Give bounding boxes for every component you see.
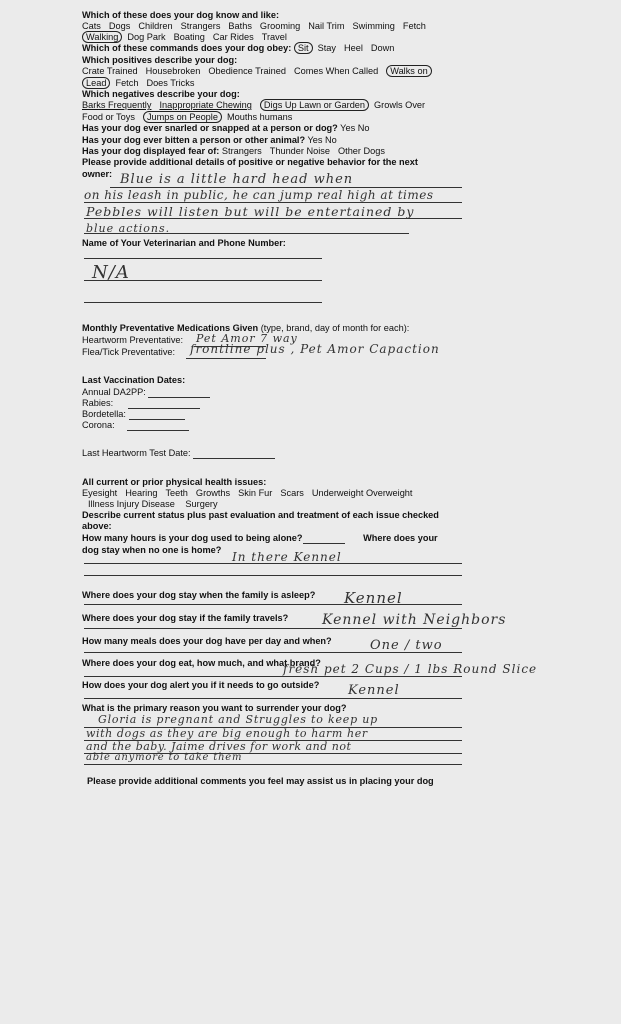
option-boating: Boating (173, 32, 205, 42)
option-walks-on-circled: Walks on (386, 65, 431, 77)
heartworm-answer: Pet Amor 7 way (196, 332, 298, 345)
bitten-row (82, 135, 337, 146)
vaccine-corona (82, 420, 189, 431)
vaccine-da2pp-blank[interactable] (148, 388, 210, 398)
travels-line (84, 628, 462, 629)
vaccine-bordetella-blank[interactable] (129, 410, 185, 420)
heartworm-test-label: Last Heartworm Test Date: (82, 448, 191, 458)
heartworm-row (82, 335, 183, 346)
health-teeth: Teeth (165, 488, 188, 498)
eat-answer: fresh pet 2 Cups / 1 lbs Round Slice (283, 662, 538, 676)
health-describe-line1: Describe current status plus past evaluation and treatment of each issue checked (82, 510, 439, 520)
option-other-dogs: Other Dogs (338, 146, 385, 156)
positives-row2 (82, 78, 202, 89)
negatives-question: Which negatives describe your dog: (82, 89, 240, 99)
bitten-answer: Yes No (307, 135, 337, 145)
vaccine-corona-blank[interactable] (127, 421, 189, 431)
alone-hours-blank[interactable] (303, 534, 345, 544)
commands-question: Which of these commands does your dog obey: (82, 43, 292, 53)
option-cats: Cats (82, 21, 101, 31)
vaccine-bordetella (82, 409, 185, 420)
surrender-handwriting-4: able anymore to take them (86, 752, 243, 763)
option-housebroken: Housebroken (145, 66, 201, 76)
meals-question: How many meals does your dog have per day and when? (82, 636, 332, 646)
option-jumps-on-people-circled: Jumps on People (143, 111, 222, 123)
surrender-handwriting-1: Gloria is pregnant and Struggles to keep up (98, 713, 378, 726)
surrender-handwriting-2: with dogs as they are big enough to harm her (86, 727, 368, 740)
option-crate-trained: Crate Trained (82, 66, 138, 76)
vaccine-bordetella-label: Bordetella: (82, 409, 126, 419)
eat-question: Where does your dog eat, how much, and what brand? (82, 658, 321, 668)
option-thunder-noise: Thunder Noise (269, 146, 330, 156)
health-injury: Injury (116, 499, 140, 509)
option-children: Children (138, 21, 173, 31)
asleep-line (84, 604, 462, 605)
option-walking-circled: Walking (82, 31, 122, 43)
health-row1 (82, 488, 420, 499)
likes-options-row1 (82, 21, 434, 32)
vet-line-1 (84, 258, 322, 259)
surrender-question: What is the primary reason you want to surrender your dog? (82, 703, 347, 713)
details-question-line2: owner: (82, 169, 113, 179)
details-handwriting-2: on his leash in public, he can jump real high at times (84, 188, 434, 202)
option-fetch: Fetch (402, 21, 426, 31)
eat-line (84, 676, 462, 677)
flea-line (186, 358, 266, 359)
bitten-question: Has your dog ever bitten a person or other animal? (82, 135, 306, 145)
option-nail-trim: Nail Trim (308, 21, 345, 31)
surrender-handwriting-3: and the baby. Jaime drives for work and not (86, 740, 352, 753)
option-food-or-toys: Food or Toys (82, 112, 135, 122)
option-does-tricks: Does Tricks (146, 78, 195, 88)
alone-where-question: Where does your (363, 533, 438, 543)
health-growths: Growths (195, 488, 231, 498)
option-strangers: Strangers (180, 21, 221, 31)
option-grooming: Grooming (259, 21, 301, 31)
vet-line-3 (84, 302, 322, 303)
travels-question: Where does your dog stay if the family travels? (82, 613, 289, 623)
vaccine-rabies (82, 398, 200, 409)
heartworm-test-row (82, 448, 275, 459)
health-surgery: Surgery (185, 499, 218, 509)
alone-answer: In there Kennel (232, 550, 342, 564)
vaccine-rabies-label: Rabies: (82, 398, 114, 408)
vet-answer: N/A (92, 262, 130, 283)
details-handwriting-4: blue actions. (86, 222, 171, 235)
fear-question: Has your dog displayed fear of: (82, 146, 220, 156)
option-dogs: Dogs (108, 21, 131, 31)
option-growls-over: Growls Over (374, 100, 426, 110)
fear-row (82, 146, 393, 157)
option-fetch-positive: Fetch (115, 78, 139, 88)
option-obedience-trained: Obedience Trained (208, 66, 286, 76)
alone-question-line2: dog stay when no one is home? (82, 545, 222, 555)
meds-label: Monthly Preventative Medications Given (82, 323, 259, 333)
commands-row (82, 43, 402, 54)
alone-line-2 (84, 575, 462, 576)
option-dog-park: Dog Park (127, 32, 166, 42)
option-barks-frequently: Barks Frequently (82, 100, 152, 110)
health-weight: Underweight Overweight (311, 488, 413, 498)
snapped-answer: Yes No (340, 123, 370, 133)
vet-label: Name of Your Veterinarian and Phone Number: (82, 238, 286, 248)
option-car-rides: Car Rides (212, 32, 254, 42)
vaccine-da2pp-label: Annual DA2PP: (82, 387, 146, 397)
health-row2 (88, 499, 218, 510)
vaccination-label: Last Vaccination Dates: (82, 375, 186, 385)
alone-question: How many hours is your dog used to being alone? (82, 533, 303, 543)
option-inappropriate-chewing: Inappropriate Chewing (159, 100, 252, 110)
alone-row (82, 533, 438, 544)
option-down: Down (370, 43, 395, 53)
health-eyesight: Eyesight (82, 488, 118, 498)
meds-sub: (type, brand, day of month for each): (260, 323, 410, 333)
health-describe-line2: above: (82, 521, 112, 531)
option-mouths-humans: Mouths humans (226, 112, 293, 122)
health-skin-fur: Skin Fur (238, 488, 273, 498)
travels-answer: Kennel with Neighbors (322, 612, 507, 628)
details-handwriting-1: Blue is a little hard head when (120, 172, 354, 187)
health-disease: Disease (141, 499, 175, 509)
health-label: All current or prior physical health issues: (82, 477, 267, 487)
snapped-question: Has your dog ever snarled or snapped at a person or dog? (82, 123, 338, 133)
flea-label: Flea/Tick Preventative: (82, 347, 176, 357)
health-scars: Scars (280, 488, 304, 498)
option-lead-circled: Lead (82, 77, 110, 89)
meals-answer: One / two (370, 638, 443, 653)
health-illness: Illness (88, 499, 115, 509)
details-line-2 (84, 202, 462, 203)
asleep-question: Where does your dog stay when the family is asleep? (82, 590, 316, 600)
heartworm-label: Heartworm Preventative: (82, 335, 184, 345)
option-digs-up-lawn-circled: Digs Up Lawn or Garden (260, 99, 369, 111)
vaccine-rabies-blank[interactable] (128, 399, 200, 409)
option-sit-circled: Sit (294, 42, 313, 54)
option-stay: Stay (317, 43, 336, 53)
details-question-line1: Please provide additional details of positive or negative behavior for the next (82, 157, 418, 167)
likes-question: Which of these does your dog know and like: (82, 10, 280, 20)
negatives-row2 (82, 112, 300, 123)
likes-options-row2 (82, 32, 295, 43)
comments-label: Please provide additional comments you feel may assist us in placing your dog (87, 776, 434, 786)
surrender-line-4 (84, 764, 462, 765)
positives-question: Which positives describe your dog: (82, 55, 238, 65)
asleep-answer: Kennel (344, 589, 403, 607)
vaccine-da2pp (82, 387, 210, 398)
flea-row (82, 347, 175, 358)
snapped-row (82, 123, 369, 134)
positives-row1 (82, 66, 437, 77)
health-hearing: Hearing (125, 488, 158, 498)
vaccine-corona-label: Corona: (82, 420, 115, 430)
alert-question: How does your dog alert you if it needs to go outside? (82, 680, 320, 690)
details-handwriting-3: Pebbles will listen but will be entertained by (86, 204, 415, 219)
option-travel: Travel (261, 32, 287, 42)
option-comes-when-called: Comes When Called (293, 66, 379, 76)
option-heel: Heel (343, 43, 363, 53)
option-swimming: Swimming (352, 21, 395, 31)
flea-answer: frontline plus , Pet Amor Capaction (190, 342, 440, 356)
option-fear-strangers: Strangers (221, 146, 262, 156)
alert-answer: Kennel (348, 683, 400, 698)
negatives-row1 (82, 100, 433, 111)
option-baths: Baths (228, 21, 252, 31)
alert-line (84, 698, 462, 699)
heartworm-test-blank[interactable] (193, 449, 275, 459)
